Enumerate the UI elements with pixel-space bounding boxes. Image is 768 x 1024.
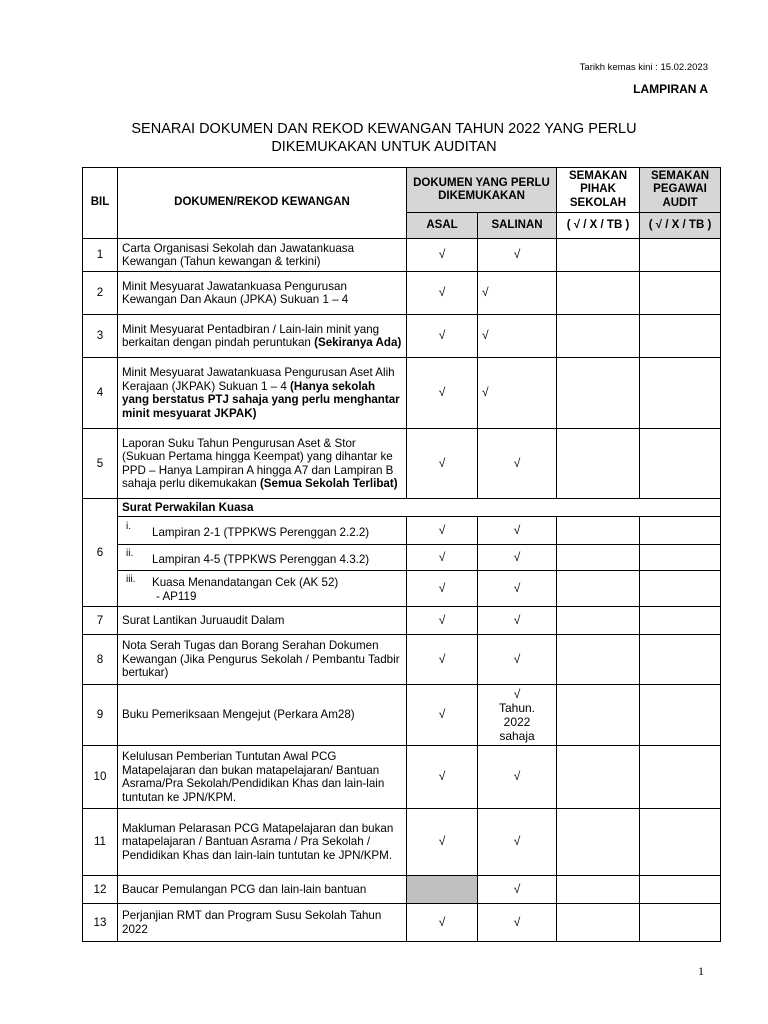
- document-table: [82, 167, 721, 942]
- table-row: [83, 315, 721, 358]
- sub-item: [118, 571, 407, 607]
- table-row: [83, 607, 721, 635]
- lampiran-label: LAMPIRAN A: [633, 82, 708, 96]
- row-text: Surat Lantikan Juruaudit Dalam: [118, 607, 407, 635]
- sub-text: Lampiran 4-5 (TPPKWS Perenggan 4.3.2): [152, 553, 370, 567]
- table-row: [83, 429, 721, 499]
- tick-salinan: √: [478, 876, 557, 904]
- tick-asal: √: [407, 685, 478, 746]
- header-mark-hint-pegawai: ( √ / X / TB ): [640, 213, 721, 239]
- row-bil: 1: [83, 239, 118, 272]
- table-row: [83, 499, 721, 517]
- check-cell-pihak[interactable]: [557, 315, 640, 358]
- check-cell-pegawai[interactable]: [640, 607, 721, 635]
- check-cell-pihak[interactable]: [557, 358, 640, 429]
- check-cell-pegawai[interactable]: [640, 315, 721, 358]
- tick-salinan: √: [478, 239, 557, 272]
- header-dokumen-perlu: DOKUMEN YANG PERLU DIKEMUKAKAN: [407, 168, 557, 213]
- tick-salinan: √: [478, 517, 557, 545]
- check-cell-pihak[interactable]: [557, 904, 640, 942]
- salinan-cell: [478, 685, 557, 746]
- row-text: Minit Mesyuarat Jawatankuasa Pengurusan Aset Alih Kerajaan (JKPAK) Sukuan 1 – 4: [122, 366, 395, 393]
- table-row: [83, 685, 721, 746]
- row-text-cell: [118, 358, 407, 429]
- title-line-1: SENARAI DOKUMEN DAN REKOD KEWANGAN TAHUN 2022 YANG PERLU: [131, 121, 637, 137]
- table-row: [83, 635, 721, 685]
- check-cell-pihak[interactable]: [557, 607, 640, 635]
- row-text: Perjanjian RMT dan Program Susu Sekolah Tahun 2022: [118, 904, 407, 942]
- tick-asal: √: [407, 272, 478, 315]
- row-text-cell: [118, 429, 407, 499]
- row-text: Laporan Suku Tahun Pengurusan Aset & Stor (Sukuan Pertama hingga Keempat) yang dihantar ke PPD – Hanya Lampiran A hingga A7 dan Lampiran B sahaja perlu dikemukakan: [122, 436, 394, 490]
- check-cell-pihak[interactable]: [557, 746, 640, 809]
- table-row: [83, 746, 721, 809]
- row-bil: 12: [83, 876, 118, 904]
- check-cell-pihak[interactable]: [557, 429, 640, 499]
- page-number: 1: [698, 964, 704, 978]
- sub-text: Kuasa Menandatangan Cek (AK 52): [152, 576, 339, 589]
- header-dokumen: DOKUMEN/REKOD KEWANGAN: [118, 168, 407, 239]
- tick-asal: √: [407, 517, 478, 545]
- tick-asal: √: [407, 904, 478, 942]
- tick-asal: √: [407, 545, 478, 571]
- row-text: Buku Pemeriksaan Mengejut (Perkara Am28): [118, 685, 407, 746]
- table-row: [83, 876, 721, 904]
- tick-salinan: √: [478, 635, 557, 685]
- tick-salinan: √: [478, 545, 557, 571]
- row-bil: 10: [83, 746, 118, 809]
- tick-asal: √: [407, 429, 478, 499]
- sub-item: [118, 545, 407, 571]
- row-text-cell: [118, 315, 407, 358]
- check-cell-pegawai[interactable]: [640, 272, 721, 315]
- page-title: [0, 120, 768, 156]
- check-cell-pegawai[interactable]: [640, 809, 721, 876]
- sub-item: [118, 517, 407, 545]
- tick-asal: √: [407, 315, 478, 358]
- sub-text: Lampiran 2-1 (TPPKWS Perenggan 2.2.2): [152, 526, 370, 540]
- check-cell-pegawai[interactable]: [640, 904, 721, 942]
- row-note: (Semua Sekolah Terlibat): [259, 477, 398, 490]
- table-row: [83, 239, 721, 272]
- tick-asal: √: [407, 607, 478, 635]
- check-cell-pegawai[interactable]: [640, 635, 721, 685]
- header-semakan-pihak: SEMAKAN PIHAK SEKOLAH: [557, 168, 640, 213]
- row-bil: 6: [83, 499, 118, 607]
- tick-asal: √: [407, 746, 478, 809]
- header-bil: BIL: [83, 168, 118, 239]
- tick-salinan: √: [478, 571, 557, 607]
- tick-salinan: √: [478, 315, 557, 358]
- check-cell-pihak[interactable]: [557, 685, 640, 746]
- row-note: (Sekiranya Ada): [314, 336, 402, 349]
- check-cell-pihak[interactable]: [557, 239, 640, 272]
- check-cell-pihak[interactable]: [557, 517, 640, 545]
- check-cell-pihak[interactable]: [557, 635, 640, 685]
- asal-shaded-cell: [407, 876, 478, 904]
- check-cell-pegawai[interactable]: [640, 239, 721, 272]
- check-cell-pegawai[interactable]: [640, 685, 721, 746]
- update-date: Tarikh kemas kini : 15.02.2023: [579, 62, 708, 73]
- row-bil: 2: [83, 272, 118, 315]
- header-asal: ASAL: [407, 213, 478, 239]
- salinan-note: Tahun. 2022 sahaja: [498, 701, 536, 743]
- sub-roman: ii.: [126, 548, 134, 560]
- table-row: [83, 358, 721, 429]
- row-bil: 11: [83, 809, 118, 876]
- header-semakan-pegawai: SEMAKAN PEGAWAI AUDIT: [640, 168, 721, 213]
- row-text: Makluman Pelarasan PCG Matapelajaran dan bukan matapelajaran / Bantuan Asrama / Pra Sekolah / Pendidikan Khas dan lain-lain tuntutan ke JPN/KPM.: [118, 809, 407, 876]
- row-text: Carta Organisasi Sekolah dan Jawatankuasa Kewangan (Tahun kewangan & terkini): [118, 239, 407, 272]
- row-bil: 5: [83, 429, 118, 499]
- check-cell-pegawai[interactable]: [640, 358, 721, 429]
- table-row: [83, 272, 721, 315]
- row-text: Kelulusan Pemberian Tuntutan Awal PCG Matapelajaran dan bukan matapelajaran/ Bantuan Asrama/Pra Sekolah/Pendidikan Khas dan lain-lain tuntutan ke JPN/KPM.: [118, 746, 407, 809]
- sub-roman: i.: [126, 521, 131, 533]
- sub-text-2: - AP119: [156, 589, 197, 603]
- tick-asal: √: [407, 571, 478, 607]
- check-cell-pihak[interactable]: [557, 571, 640, 607]
- row-bil: 3: [83, 315, 118, 358]
- check-cell-pegawai[interactable]: [640, 876, 721, 904]
- row-bil: 8: [83, 635, 118, 685]
- table-row: [83, 809, 721, 876]
- check-cell-pihak[interactable]: [557, 545, 640, 571]
- tick-salinan: √: [478, 358, 557, 429]
- header-mark-hint-pihak: ( √ / X / TB ): [557, 213, 640, 239]
- check-cell-pegawai[interactable]: [640, 545, 721, 571]
- row-bil: 13: [83, 904, 118, 942]
- tick-salinan: √: [478, 904, 557, 942]
- tick-asal: √: [407, 809, 478, 876]
- row-heading: Surat Perwakilan Kuasa: [118, 499, 721, 517]
- check-cell-pegawai[interactable]: [640, 429, 721, 499]
- check-cell-pihak[interactable]: [557, 876, 640, 904]
- check-cell-pegawai[interactable]: [640, 517, 721, 545]
- row-note: (Hanya sekolah yang berstatus PTJ sahaja yang perlu menghantar minit mesyuarat JKPAK): [122, 379, 400, 420]
- table-row: [83, 571, 721, 607]
- row-text: Minit Mesyuarat Jawatankuasa Pengurusan Kewangan Dan Akaun (JPKA) Sukuan 1 – 4: [118, 272, 407, 315]
- tick-salinan: √: [478, 429, 557, 499]
- row-text: Nota Serah Tugas dan Borang Serahan Dokumen Kewangan (Jika Pengurus Sekolah / Pembantu Tadbir bertukar): [118, 635, 407, 685]
- check-cell-pihak[interactable]: [557, 272, 640, 315]
- row-bil: 9: [83, 685, 118, 746]
- check-cell-pegawai[interactable]: [640, 746, 721, 809]
- tick-salinan: √: [478, 272, 557, 315]
- row-text: Baucar Pemulangan PCG dan lain-lain bantuan: [118, 876, 407, 904]
- title-line-2: DIKEMUKAKAN UNTUK AUDITAN: [271, 139, 497, 155]
- tick-salinan: √: [478, 746, 557, 809]
- check-cell-pegawai[interactable]: [640, 571, 721, 607]
- tick-asal: √: [407, 358, 478, 429]
- tick-salinan: √: [513, 687, 521, 701]
- table-row: [83, 904, 721, 942]
- table-row: [83, 545, 721, 571]
- sub-roman: iii.: [126, 574, 136, 585]
- tick-asal: √: [407, 239, 478, 272]
- tick-salinan: √: [478, 809, 557, 876]
- tick-salinan: √: [478, 607, 557, 635]
- table-row: [83, 517, 721, 545]
- tick-asal: √: [407, 635, 478, 685]
- header-salinan: SALINAN: [478, 213, 557, 239]
- sub-text-block: [152, 574, 338, 603]
- row-bil: 7: [83, 607, 118, 635]
- check-cell-pihak[interactable]: [557, 809, 640, 876]
- row-text: Minit Mesyuarat Pentadbiran / Lain-lain minit yang berkaitan dengan pindah peruntukan: [122, 322, 380, 349]
- row-bil: 4: [83, 358, 118, 429]
